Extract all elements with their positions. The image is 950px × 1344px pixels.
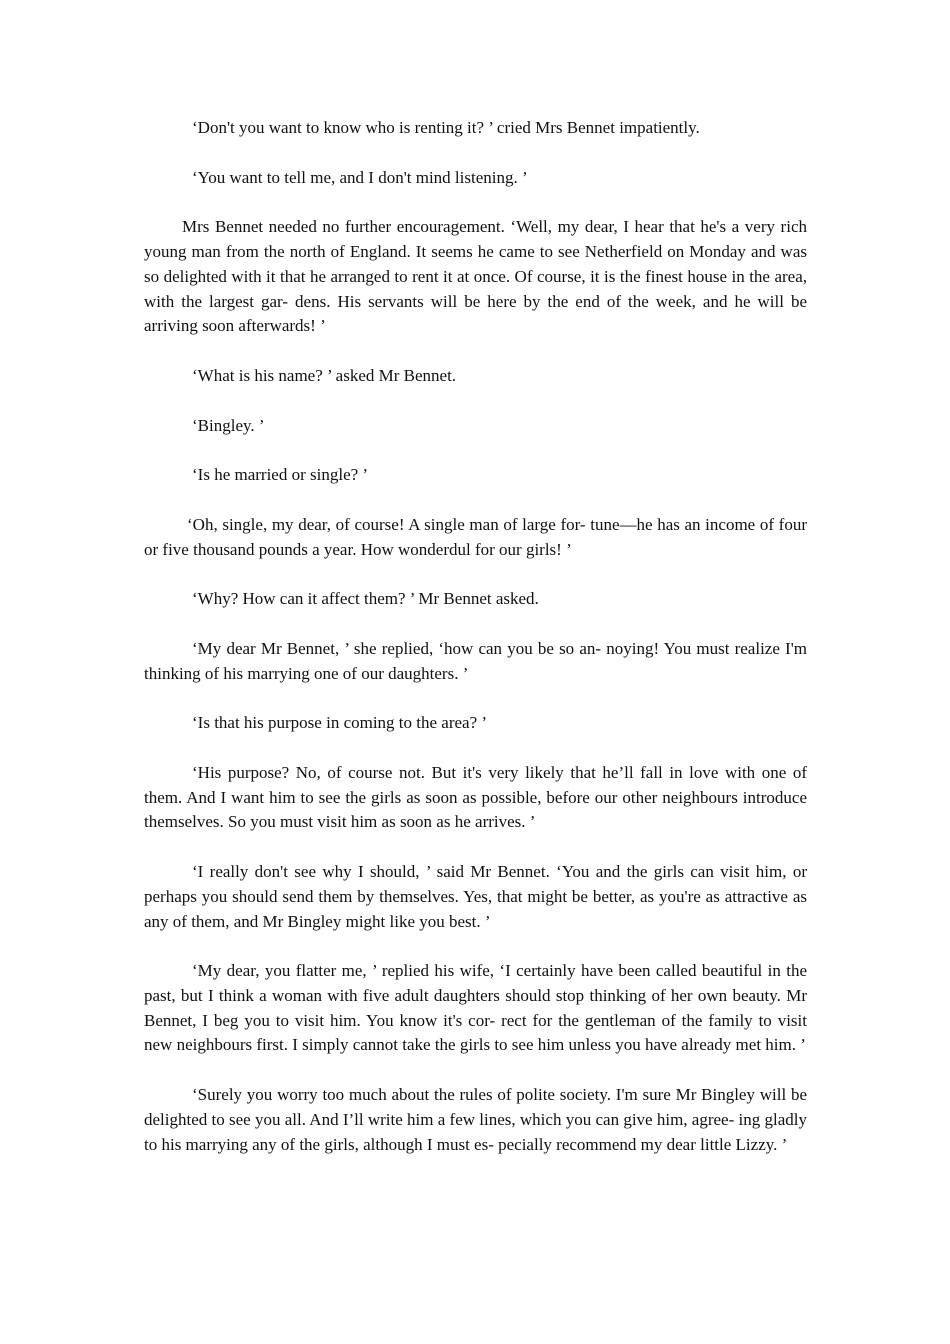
paragraph-2: ‘You want to tell me, and I don't mind listening. ’	[192, 167, 528, 187]
paragraph-5: ‘Bingley. ’	[192, 415, 265, 435]
paragraph-8: ‘Why? How can it affect them? ’ Mr Bennet asked.	[192, 589, 539, 609]
paragraph-10: ‘Is that his purpose in coming to the area? ’	[192, 713, 488, 733]
paragraph-1: ‘Don't you want to know who is renting it? ’ cried Mrs Bennet impatiently.	[192, 118, 700, 137]
paragraph-9: ‘My dear Mr Bennet, ’ she replied, ‘how can you be so an- noying! You must realize I'm thinking of his marrying one of our daughters. ’	[144, 638, 807, 683]
paragraph-4: ‘What is his name? ’ asked Mr Bennet.	[192, 365, 457, 385]
body-text	[144, 116, 807, 1182]
paragraph-12: ‘I really don't see why I should, ’ said Mr Bennet. ‘You and the girls can visit him, or perhaps you should send them by themselves. Yes, that might be better, as you're as attractive as any of them, and Mr Bingley might like you best. ’	[144, 861, 807, 931]
paragraph-11: ‘His purpose? No, of course not. But it's very likely that he’ll fall in love with one of them. And I want him to see the girls as soon as possible, before our other neighbours introduce themselves. So you must visit him as soon as he arrives. ’	[144, 762, 807, 832]
paragraph-7: ‘Oh, single, my dear, of course! A single man of large for- tune—he has an income of four or five thousand pounds a year. How wonderdul for our girls! ’	[144, 514, 807, 559]
paragraph-14: ‘Surely you worry too much about the rules of polite society. I'm sure Mr Bingley will be delighted to see you all. And I’ll write him a few lines, which you can give him, agree- ing gladly to his marrying any of the girls, although I must es- pecially recommend my dear little Lizzy. ’	[144, 1085, 807, 1154]
paragraph-3: Mrs Bennet needed no further encouragement. ‘Well, my dear, I hear that he's a very rich young man from the north of England. It seems he came to see Netherfield on Monday and was so delighted with it that he arranged to rent it at once. Of course, it is the finest house in the area, with the largest gar- dens. His servants will be here by the end of the week, and he will be arriving soon afterwards! ’	[144, 217, 807, 336]
paragraph-13: ‘My dear, you flatter me, ’ replied his wife, ‘I certainly have been called beautiful in the past, but I think a woman with five adult daughters should stop thinking of her own beauty. Mr Bennet, I beg you to visit him. You know it's cor- rect for the gentleman of the family to visit new neighbours first. I simply cannot take the girls to see him unless you have already met him. ’	[144, 961, 807, 1055]
paragraph-6: ‘Is he married or single? ’	[192, 465, 369, 485]
